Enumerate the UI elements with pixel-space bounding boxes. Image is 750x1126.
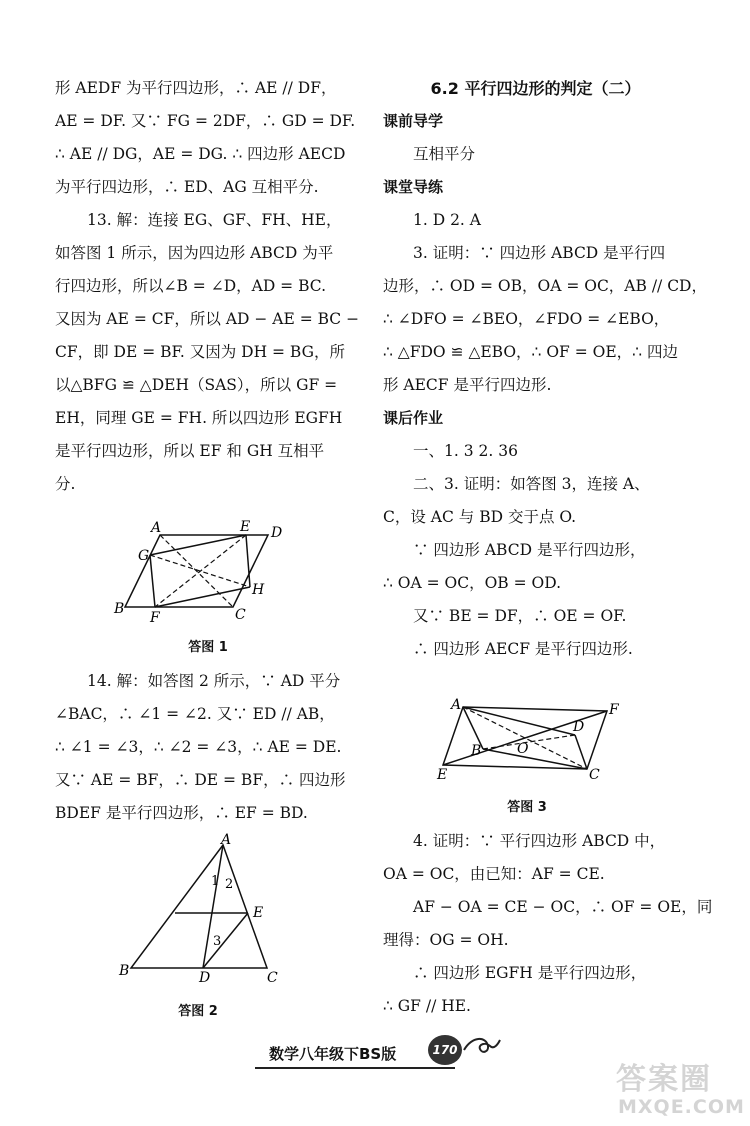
- text-line: 4. 证明：∵ 平行四边形 ABCD 中，: [413, 832, 666, 850]
- q14-block: [55, 665, 355, 830]
- label-e: E: [240, 519, 251, 535]
- figure-1-diagram: [110, 515, 310, 627]
- figure-1-caption: 答图 1: [188, 640, 228, 655]
- text-line: ∴ 四边形 AECF 是平行四边形.: [413, 640, 633, 658]
- text-line: 形 AEDF 为平行四边形，∴ AE // DF，: [55, 79, 337, 97]
- segment-ed: [203, 913, 248, 968]
- label-b: B: [114, 601, 125, 617]
- triangle-abc: [131, 845, 267, 968]
- label-c: C: [267, 970, 278, 983]
- watermark-line2: MXQE.COM: [618, 1096, 745, 1118]
- text-line: 一、1. 3 2. 36: [413, 442, 518, 460]
- label-d: D: [199, 970, 211, 983]
- label-o: O: [517, 741, 529, 757]
- figure-2-diagram: [115, 833, 285, 983]
- text-line: OA = OC，由已知：AF = CE.: [383, 865, 605, 883]
- heading-class-practice: 课堂导练: [383, 178, 444, 196]
- text-line: AE = DF. 又∵ FG = 2DF，∴ GD = DF.: [55, 112, 356, 130]
- text-line: 1. D 2. A: [413, 211, 481, 229]
- angle-label-1: 1: [211, 874, 220, 889]
- text-line: 14. 解：如答图 2 所示，∵ AD 平分: [87, 672, 341, 690]
- left-column: [55, 72, 360, 501]
- text-line: 3. 证明：∵ 四边形 ABCD 是平行四: [413, 244, 666, 262]
- text-line: 又∵ BE = DF，∴ OE = OF.: [413, 607, 627, 625]
- swirl-ornament-icon: [462, 1032, 502, 1062]
- text-line: 又∵ AE = BF，∴ DE = BF，∴ 四边形: [55, 771, 346, 789]
- label-e: E: [437, 767, 448, 783]
- label-d: D: [271, 525, 283, 541]
- text-line: ∵ 四边形 ABCD 是平行四边形，: [413, 541, 646, 559]
- watermark-line1: 答案圈: [616, 1062, 712, 1097]
- label-e: E: [253, 905, 264, 921]
- label-b: B: [471, 743, 482, 759]
- text-line: 是平行四边形，所以 EF 和 GH 互相平: [55, 442, 325, 460]
- section-title: 6.2 平行四边形的判定（二）: [430, 79, 641, 98]
- label-h: H: [252, 582, 265, 598]
- text-line: 理得：OG = OH.: [383, 931, 509, 949]
- text-line: 分.: [55, 475, 76, 493]
- right-column: [383, 72, 707, 666]
- text-line: BDEF 是平行四边形，∴ EF = BD.: [55, 804, 308, 822]
- text-line: 二、3. 证明：如答图 3，连接 A、: [413, 475, 650, 493]
- text-line: ∴ ∠DFO = ∠BEO，∠FDO = ∠EBO，: [383, 310, 670, 328]
- text-line: ∴ GF // HE.: [383, 997, 471, 1015]
- figure-3-caption: 答图 3: [507, 800, 547, 815]
- text-line: 以△BFG ≌ △DEH（SAS），所以 GF =: [55, 376, 338, 394]
- segment-fh: [155, 587, 250, 607]
- text-line: ∴ 四边形 EGFH 是平行四边形，: [413, 964, 647, 982]
- segment-eg: [150, 535, 246, 555]
- text-line: 边形，∴ OD = OB，OA = OC，AB // CD，: [383, 277, 707, 295]
- segment-ad: [463, 707, 575, 735]
- text-line: 又因为 AE = CF，所以 AD − AE = BC −: [55, 310, 360, 328]
- figure-2-caption: 答图 2: [178, 1004, 218, 1019]
- heading-homework: 课后作业: [383, 409, 444, 427]
- label-g: G: [138, 548, 150, 564]
- text-line: 形 AECF 是平行四边形.: [383, 376, 552, 394]
- angle-label-2: 2: [225, 877, 234, 892]
- segment-dc: [575, 735, 587, 769]
- footer-book-title: 数学八年级下BS版: [269, 1045, 397, 1063]
- page-number: 170: [428, 1035, 462, 1065]
- text-line: 13. 解：连接 EG、GF、FH、HE，: [87, 211, 342, 229]
- label-f: F: [609, 702, 619, 718]
- text-line: ∠BAC，∴ ∠1 = ∠2. 又∵ ED // AB，: [55, 705, 335, 723]
- text-line: ∴ OA = OC，OB = OD.: [383, 574, 562, 592]
- label-a: A: [451, 697, 462, 713]
- text-line: ∴ AE // DG，AE = DG. ∴ 四边形 AECD: [55, 145, 346, 163]
- segment-ad: [203, 845, 223, 968]
- q4-block: [383, 825, 713, 1023]
- text-line: 行四边形，所以∠B = ∠D，AD = BC.: [55, 277, 327, 295]
- label-f: F: [150, 610, 160, 626]
- angle-label-3: 3: [213, 934, 222, 949]
- text-line: 互相平分: [413, 145, 476, 163]
- label-a: A: [151, 520, 162, 536]
- text-line: 如答图 1 所示，因为四边形 ABCD 为平: [55, 244, 334, 262]
- text-line: 为平行四边形，∴ ED、AG 互相平分.: [55, 178, 319, 196]
- figure-3-diagram: [435, 697, 625, 787]
- diagonal-gh: [150, 555, 250, 587]
- text-line: CF，即 DE = BF. 又因为 DH = BG，所: [55, 343, 345, 361]
- text-line: ∴ △FDO ≌ △EBO，∴ OF = OE，∴ 四边: [383, 343, 678, 361]
- label-c: C: [589, 767, 600, 783]
- watermark: [612, 1054, 745, 1124]
- label-c: C: [235, 607, 246, 623]
- label-b: B: [119, 963, 130, 979]
- text-line: AF − OA = CE − OC，∴ OF = OE，同: [413, 898, 713, 916]
- text-line: EH，同理 GE = FH. 所以四边形 EGFH: [55, 409, 343, 427]
- label-a: A: [221, 833, 232, 848]
- label-d: D: [573, 719, 585, 735]
- text-line: ∴ ∠1 = ∠3，∴ ∠2 = ∠3，∴ AE = DE.: [55, 738, 342, 756]
- heading-pre-study: 课前导学: [383, 112, 444, 130]
- footer-rule: [255, 1067, 455, 1069]
- text-line: C，设 AC 与 BD 交于点 O.: [383, 508, 577, 526]
- segment-gf: [150, 555, 155, 607]
